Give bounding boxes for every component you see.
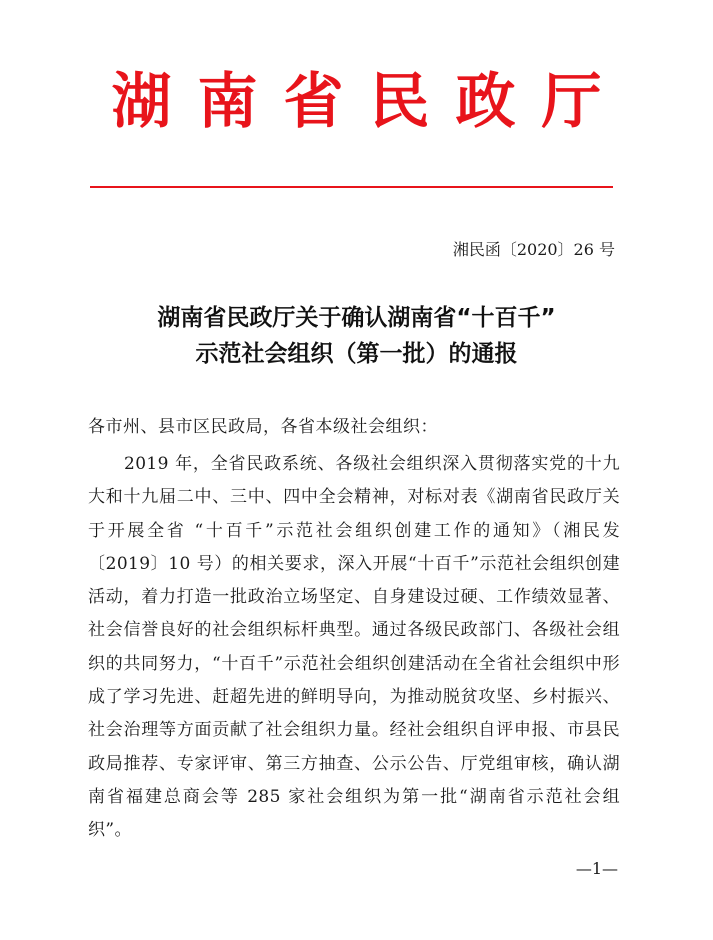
page-number: —1— (575, 859, 618, 878)
red-divider-line (90, 186, 613, 188)
document-number: 湘民函〔2020〕26 号 (452, 240, 615, 259)
title-line-1: 湖南省民政厅关于确认湖南省“十百千” (157, 305, 556, 331)
salutation: 各市州、县市区民政局，各省本级社会组织： (88, 417, 438, 437)
body-paragraph: 2019 年，全省民政系统、各级社会组织深入贯彻落实党的十九大和十九届二中、三中、四中全会精神，对标对表《湖南省民政厅关于开展全省 “十百千”示范社会组织创建工作的通知》（湘民发〔2019〕10 号）的相关要求，深入开展“十百千”示范社会组织创建活动，着力打造一批政治立场坚定、自身建设过硬、工作绩效显著、社会信誉良好的社会组织标杆典型。通过各级民政部门、各级社会组织的共同努力，“十百千”示范社会组织创建活动在全省社会组织中形成了学习先进、赶超先进的鲜明导向，为推动脱贫攻坚、乡村振兴、社会治理等方面贡献了社会组织力量。经社会组织自评申报、市县民政局推荐、专家评审、第三方抽查、公示公告、厅党组审核，确认湖南省福建总商会等 285 家社会组织为第一批“湖南省示范社会组织”。 (88, 454, 620, 841)
title-line-2: 示范社会组织（第一批）的通报 (195, 341, 518, 367)
document-title (0, 300, 713, 372)
agency-masthead: 湖南省民政厅 (111, 67, 628, 137)
